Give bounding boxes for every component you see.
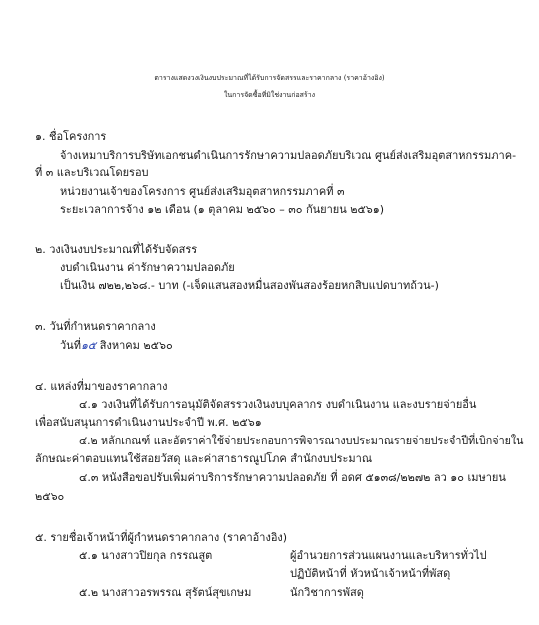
project-description-line-1: จ้างเหมาบริการบริษัทเอกชนดำเนินการรักษาความปลอดภัยบริเวณ ศูนย์ส่งเสริมอุตสาหกรรมภาค- (60, 149, 517, 162)
reference-date-day-handwritten: ๑๕ (80, 339, 97, 352)
source-4-3-line-2: ๒๕๖๐ (35, 490, 65, 503)
source-4-1-line-1: ๔.๑ วงเงินที่ได้รับการอนุมัติจัดสรรวงเงินงบบุคลากร งบดำเนินงาน และงบรายจ่ายอื่น (79, 398, 477, 411)
section-4-heading: ๔. แหล่งที่มาของราคากลาง (35, 380, 168, 393)
source-4-2-line-2: ลักษณะค่าตอบแทนใช้สอยวัสดุ และค่าสาธารณูปโภค สำนักงบประมาณ (35, 452, 373, 465)
source-4-1-line-2: เพื่อสนับสนุนการดำเนินงานประจำปี พ.ศ. ๒๕๖๑ (35, 416, 262, 429)
section-5-heading: ๕. รายชื่อเจ้าหน้าที่ผู้กำหนดราคากลาง (ราคาอ้างอิง) (35, 531, 288, 544)
official-2-role: นักวิชาการพัสดุ (290, 586, 364, 599)
official-1-name: ๕.๑ นางสาวปิยกุล กรรณสูต (79, 549, 213, 562)
official-2-name: ๕.๒ นางสาวอรพรรณ สุรัตน์สุขเกษม (79, 586, 252, 599)
official-1-role-line-1: ผู้อำนวยการส่วนแผนงานและบริหารทั่วไป (290, 549, 487, 562)
title-line-1: ตารางแสดงวงเงินงบประมาณที่ได้รับการจัดสรรและราคากลาง (ราคาอ้างอิง) (154, 74, 385, 82)
source-4-3-line-1: ๔.๓ หนังสือขอปรับเพิ่มค่าบริการรักษาความปลอดภัย ที่ อดศ ๕๑๓๘/๒๒๗๒ ลว ๑๐ เมษายน (79, 471, 506, 484)
budget-amount: เป็นเงิน ๗๒๒,๒๖๘.- บาท (-เจ็ดแสนสองหมื่นสองพันสองร้อยหกสิบแปดบาทถ้วน-) (60, 279, 439, 292)
budget-type: งบดำเนินงาน ค่ารักษาความปลอดภัย (60, 261, 235, 274)
project-description-line-2: ที่ ๓ และบริเวณโดยรอบ (35, 166, 149, 179)
reference-date-month-year: สิงหาคม ๒๕๖๐ (99, 339, 173, 352)
source-4-2-line-1: ๔.๒ หลักเกณฑ์ และอัตราค่าใช้จ่ายประกอบการพิจารณางบประมาณรายจ่ายประจำปีที่เบิกจ่ายใน (79, 434, 524, 447)
project-owner: หน่วยงานเจ้าของโครงการ ศูนย์ส่งเสริมอุตสาหกรรมภาคที่ ๓ (60, 185, 345, 198)
contract-period: ระยะเวลาการจ้าง ๑๒ เดือน (๑ ตุลาคม ๒๕๖๐ – ๓๐ กันยายน ๒๕๖๑) (60, 203, 385, 216)
reference-date-prefix: วันที่ (60, 339, 81, 352)
reference-date (60, 339, 173, 353)
section-3-heading: ๓. วันที่กำหนดราคากลาง (35, 320, 156, 333)
section-1-heading: ๑. ชื่อโครงการ (35, 130, 107, 143)
title-line-2: ในการจัดซื้อที่มิใช่งานก่อสร้าง (223, 91, 316, 99)
section-2-heading: ๒. วงเงินงบประมาณที่ได้รับจัดสรร (35, 243, 198, 256)
official-1-role-line-2: ปฏิบัติหน้าที่ หัวหน้าเจ้าหน้าที่พัสดุ (290, 567, 451, 580)
